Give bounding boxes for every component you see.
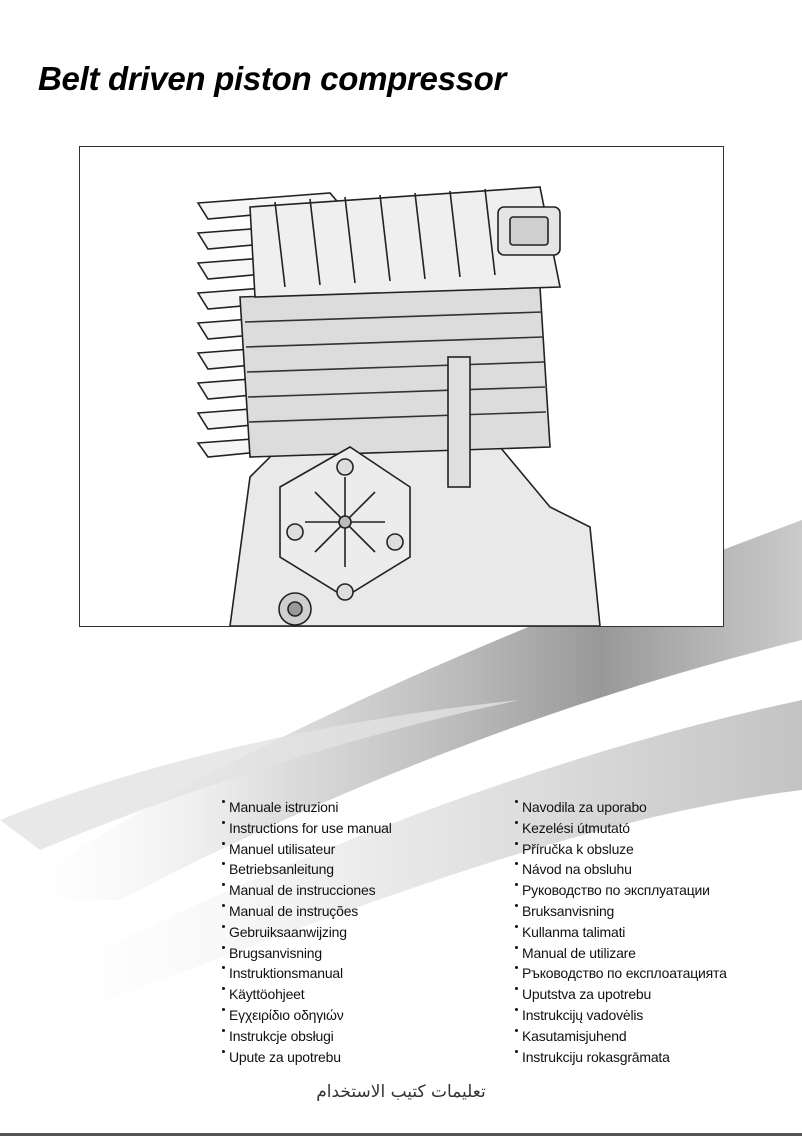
language-item (222, 859, 392, 880)
language-item (222, 943, 392, 964)
language-item (222, 984, 392, 1005)
language-item (222, 901, 392, 922)
language-item (222, 1047, 392, 1068)
language-item (515, 984, 727, 1005)
bullet-icon (222, 925, 225, 928)
language-label: Instructions for use manual (229, 819, 392, 836)
language-item (222, 818, 392, 839)
page-title: Belt driven piston compressor (38, 60, 507, 97)
language-label: Käyttöohjeet (229, 986, 305, 1003)
bullet-icon (515, 904, 518, 907)
bullet-icon (515, 966, 518, 969)
bullet-icon (222, 904, 225, 907)
bullet-icon (222, 966, 225, 969)
language-item (515, 839, 727, 860)
language-item (515, 818, 727, 839)
language-label: Kullanma talimati (522, 923, 626, 940)
arabic-manual-title: تعليمات كتيب الاستخدام (316, 1082, 486, 1102)
language-item (515, 859, 727, 880)
language-label: Instrukcijų vadovėlis (522, 1006, 644, 1023)
bullet-icon (515, 821, 518, 824)
language-label: Bruksanvisning (522, 902, 615, 919)
language-label: Manual de instrucciones (229, 882, 376, 899)
language-label: Manual de utilizare (522, 944, 636, 961)
language-label: Instrukcje obsługi (229, 1027, 334, 1044)
bullet-icon (515, 1008, 518, 1011)
bullet-icon (222, 987, 225, 990)
bullet-icon (222, 883, 225, 886)
language-list-left (222, 797, 392, 1067)
language-list-right (515, 797, 727, 1067)
language-label: Instrukciju rokasgrāmata (522, 1048, 670, 1065)
language-item (222, 1005, 392, 1026)
language-label: Руководство по эксплуатации (522, 882, 710, 899)
language-label: Upute za upotrebu (229, 1048, 341, 1065)
bullet-icon (222, 862, 225, 865)
language-label: Návod na obsluhu (522, 861, 632, 878)
compressor-image (79, 146, 724, 627)
language-label: Ръководство по експлоатацията (522, 965, 727, 982)
language-item (515, 1047, 727, 1068)
bullet-icon (515, 987, 518, 990)
bullet-icon (222, 1050, 225, 1053)
language-label: Manuale istruzioni (229, 799, 339, 815)
language-label: Instruktionsmanual (229, 965, 343, 982)
bullet-icon (222, 1008, 225, 1011)
bullet-icon (222, 842, 225, 845)
language-item (222, 797, 392, 818)
language-item (222, 880, 392, 901)
language-item (222, 839, 392, 860)
language-label: Manual de instruções (229, 902, 359, 919)
language-item (222, 1026, 392, 1047)
bullet-icon (515, 946, 518, 949)
language-item (515, 880, 727, 901)
language-label: Navodila za uporabo (522, 799, 647, 815)
language-item (222, 963, 392, 984)
bullet-icon (222, 821, 225, 824)
language-item (515, 901, 727, 922)
language-item (515, 922, 727, 943)
language-label: Gebruiksaanwijzing (229, 923, 347, 940)
compressor-illustration (80, 147, 723, 626)
bullet-icon (515, 925, 518, 928)
language-item (515, 797, 727, 818)
language-item (515, 943, 727, 964)
language-label: Kezelési útmutató (522, 819, 630, 836)
bullet-icon (515, 1029, 518, 1032)
bullet-icon (515, 800, 518, 803)
language-item (515, 1026, 727, 1047)
bullet-icon (222, 800, 225, 803)
language-label: Εγχειρίδιο οδηγιών (229, 1006, 344, 1023)
language-label: Manuel utilisateur (229, 840, 336, 857)
language-label: Uputstva za upotrebu (522, 986, 652, 1003)
bullet-icon (515, 883, 518, 886)
bullet-icon (515, 862, 518, 865)
bullet-icon (515, 842, 518, 845)
bullet-icon (515, 1050, 518, 1053)
bullet-icon (222, 946, 225, 949)
language-item (515, 1005, 727, 1026)
language-label: Betriebsanleitung (229, 861, 334, 878)
language-item (515, 963, 727, 984)
language-label: Brugsanvisning (229, 944, 322, 961)
bullet-icon (222, 1029, 225, 1032)
language-item (222, 922, 392, 943)
language-label: Příručka k obsluze (522, 840, 634, 857)
language-label: Kasutamisjuhend (522, 1027, 627, 1044)
